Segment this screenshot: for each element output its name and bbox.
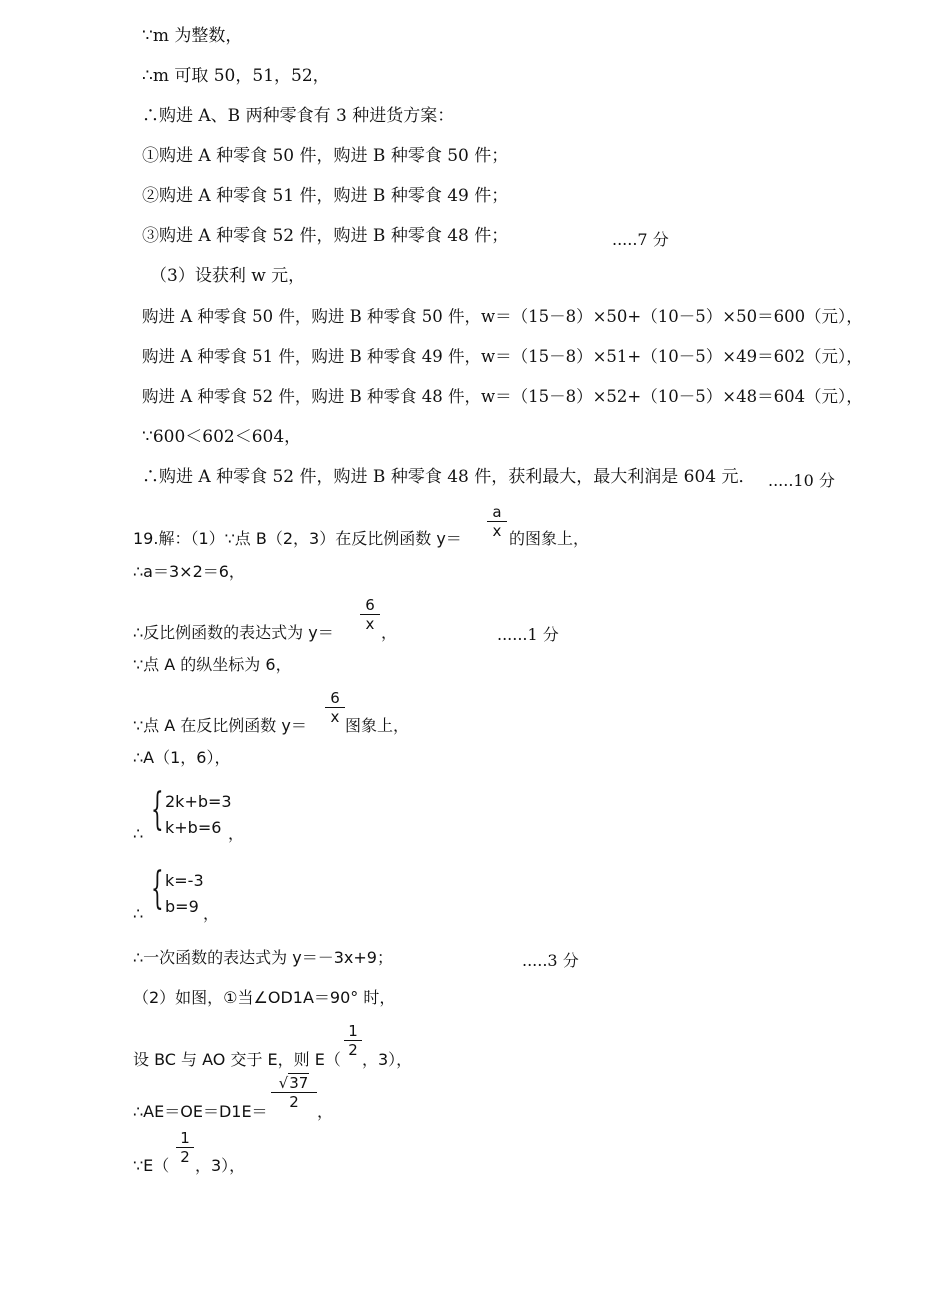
text-line: ∴购进 A、B 两种零食有 3 种进货方案：	[142, 106, 455, 126]
fraction-1-over-2	[176, 1129, 194, 1166]
equation-system	[165, 868, 204, 920]
fraction-sqrt37-over-2	[271, 1074, 317, 1111]
equation-row: k+b=6	[165, 818, 222, 837]
fraction-6-over-x	[325, 689, 345, 726]
fraction-numerator: a	[487, 503, 507, 522]
text-line: 的图象上，	[509, 529, 590, 548]
equation-system	[165, 789, 232, 841]
fraction-a-over-x	[487, 503, 507, 540]
text-line: 设 BC 与 AO 交于 E，则 E（	[133, 1050, 341, 1069]
text-line: ∴A（1，6），	[133, 748, 231, 767]
score-mark: .....10 分	[768, 471, 835, 490]
text-line: ②购进 A 种零食 51 件，购进 B 种零食 49 件；	[142, 186, 509, 206]
text-line: ∴m 可取 50，51，52，	[142, 66, 330, 86]
text-line: ∴反比例函数的表达式为 y＝	[133, 623, 334, 642]
score-mark: ......1 分	[497, 625, 559, 644]
text-line: 图象上，	[345, 716, 410, 735]
text-line: ∴购进 A 种零食 52 件，购进 B 种零食 48 件，获利最大，最大利润是 604 元．	[142, 467, 756, 487]
fraction-numerator: 6	[325, 689, 345, 708]
fraction-denominator: 2	[348, 1041, 358, 1059]
score-mark: .....3 分	[522, 951, 579, 970]
fraction-denominator: x	[330, 708, 340, 726]
equation-row: 2k+b=3	[165, 792, 232, 811]
fraction-denominator: x	[492, 522, 502, 540]
text-line: 19.解：（1）∵点 B（2，3）在反比例函数 y＝	[133, 529, 462, 548]
radicand: 37	[289, 1074, 309, 1092]
text-line: ∵600＜602＜604，	[142, 427, 302, 447]
fraction-numerator	[271, 1074, 317, 1093]
fraction-numerator: 1	[176, 1129, 194, 1148]
therefore-symbol: ∴	[133, 904, 144, 923]
sqrt-radical-icon: √	[278, 1074, 289, 1092]
text-line: ∴一次函数的表达式为 y＝－3x+9；	[133, 948, 393, 967]
equation-row: k=-3	[165, 871, 204, 890]
text-line: ∵E（	[133, 1156, 170, 1175]
text-line: 购进 A 种零食 51 件，购进 B 种零食 49 件，w＝（15－8）×51+（10－5）×49＝602（元），	[142, 347, 863, 366]
text-line: 购进 A 种零食 50 件，购进 B 种零食 50 件，w＝（15－8）×50+（10－5）×50＝600（元），	[142, 307, 863, 326]
fraction-1-over-2	[344, 1022, 362, 1059]
text-line: ③购进 A 种零食 52 件，购进 B 种零食 48 件；	[142, 226, 509, 246]
left-brace-icon: {	[151, 784, 164, 835]
fraction-denominator: x	[365, 615, 375, 633]
text-line: ∵m 为整数，	[142, 26, 243, 46]
fraction-6-over-x	[360, 596, 380, 633]
fraction-numerator: 1	[344, 1022, 362, 1041]
text-line: ①购进 A 种零食 50 件，购进 B 种零食 50 件；	[142, 146, 509, 166]
text-line: ，3），	[195, 1156, 246, 1175]
text-line: 购进 A 种零食 52 件，购进 B 种零食 48 件，w＝（15－8）×52+（10－5）×48＝604（元），	[142, 387, 863, 406]
text-line: ，	[203, 904, 220, 923]
equation-row: b=9	[165, 897, 199, 916]
text-line: ∴a＝3×2＝6，	[133, 562, 245, 581]
text-line: ∵点 A 在反比例函数 y＝	[133, 716, 307, 735]
text-line: ∵点 A 的纵坐标为 6，	[133, 655, 292, 674]
text-line: ∴AE＝OE＝D1E＝	[133, 1102, 268, 1121]
fraction-numerator: 6	[360, 596, 380, 615]
left-brace-icon: {	[151, 863, 164, 914]
text-line: ，	[228, 824, 245, 843]
score-mark: .....7 分	[612, 230, 669, 249]
text-line: （2）如图，①当∠OD1A＝90° 时，	[133, 988, 396, 1007]
text-line: ，	[317, 1102, 334, 1121]
therefore-symbol: ∴	[133, 824, 144, 843]
text-line: ，3），	[362, 1050, 413, 1069]
text-line: （3）设获利 w 元，	[150, 266, 306, 286]
text-line: ，	[381, 623, 398, 642]
fraction-denominator: 2	[180, 1148, 190, 1166]
fraction-denominator: 2	[289, 1093, 299, 1111]
